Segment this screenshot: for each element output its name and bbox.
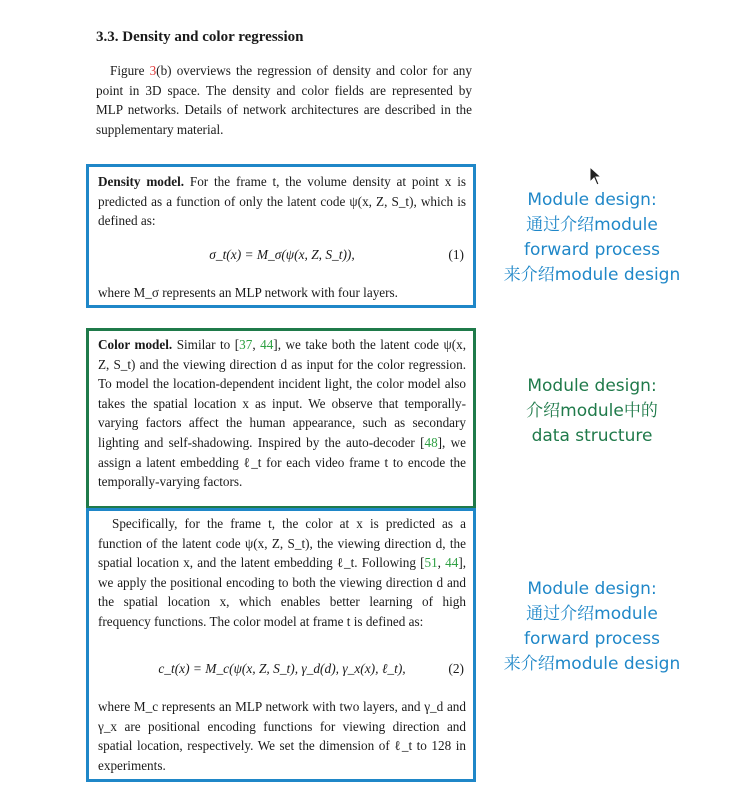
citation-44[interactable]: 44 <box>260 337 274 352</box>
color-text2: ], we take both the latent code ψ(x, Z, S_t) and the viewing direction d as input for the color regression. To model the location-dependent incident light, the color model also takes the spatial location x as input. We observe that temporally-varying factors affect the human appearance, such as secondary lighting and self-shadowing. Inspired by the auto-decoder [ <box>98 337 466 450</box>
annotation-1-line2: 通过介绍module <box>526 215 658 235</box>
color2-text1: Specifically, for the frame t, the color at x is predicted as a function of the latent code ψ(x, Z, S_t), the viewing direction d, the spatial location x, and the latent embedding ℓ_t. Following [ <box>98 516 466 571</box>
annotation-2-line1: Module design: <box>527 376 657 396</box>
annotation-3-line4: 来介绍module design <box>503 654 681 674</box>
figure-ref[interactable]: 3 <box>149 63 157 78</box>
color-forward-paragraph <box>98 514 466 632</box>
annotation-3 <box>492 577 692 677</box>
annotation-1-line4: 来介绍module design <box>503 265 681 285</box>
density-title: Density model. <box>98 174 185 189</box>
mouse-cursor-icon <box>589 166 603 186</box>
annotation-2 <box>492 374 692 449</box>
annotation-3-line2: 通过介绍module <box>526 604 658 624</box>
equation-2-formula: c_t(x) = M_c(ψ(x, Z, S_t), γ_d(d), γ_x(x), ℓ_t), <box>158 661 406 676</box>
citation-sep: , <box>252 337 261 352</box>
annotation-2-line2: 介绍module中的 <box>526 401 658 421</box>
equation-1-formula: σ_t(x) = M_σ(ψ(x, Z, S_t)), <box>209 247 355 262</box>
annotation-3-line3: forward process <box>524 629 660 649</box>
intro-paragraph <box>96 61 472 139</box>
density-after: where M_σ represents an MLP network with four layers. <box>98 285 398 300</box>
section-heading: 3.3. Density and color regression <box>96 29 304 45</box>
color-title: Color model. <box>98 337 173 352</box>
density-model-box <box>86 164 476 308</box>
citation-sep-2: , <box>437 555 446 571</box>
color-text3: ], we assign a latent embedding ℓ_t for each video frame t to encode the temporally-varying factors. <box>98 434 466 490</box>
equation-1-number: (1) <box>448 247 464 262</box>
annotation-1-line1: Module design: <box>527 190 657 210</box>
density-text: For the frame t, the volume density at point x is predicted as a function of only the latent code ψ(x, Z, S_t), which is defined as: <box>98 174 466 229</box>
annotation-3-line1: Module design: <box>527 579 657 599</box>
citation-44-b[interactable]: 44 <box>445 555 459 571</box>
intro-pre: Figure <box>110 63 150 78</box>
color-model-box <box>86 328 476 509</box>
color-paragraph <box>98 335 466 492</box>
citation-37[interactable]: 37 <box>239 337 253 352</box>
annotation-2-line3: data structure <box>531 426 653 446</box>
color2-text2: ], we apply the positional encoding to both the viewing direction d and the spatial location x, which enables better learning of high frequency functions. The color model at frame t is defined as: <box>98 555 467 629</box>
annotation-1-line3: forward process <box>524 240 660 260</box>
annotation-1 <box>492 188 692 288</box>
equation-2-number: (2) <box>448 661 464 676</box>
intro-post: (b) overviews the regression of density and color for any point in 3D space. The density and color fields are represented by MLP networks. Details of network architectures are described in the supplementary material. <box>96 63 472 137</box>
color-forward-box <box>86 508 476 782</box>
citation-51[interactable]: 51 <box>424 555 438 571</box>
citation-48[interactable]: 48 <box>424 434 438 450</box>
color-forward-after: where M_c represents an MLP network with two layers, and γ_d and γ_x are positional encoding functions for viewing direction and spatial location, respectively. We set the dimension of ℓ_t to 128 in experiments. <box>98 699 466 773</box>
density-paragraph <box>98 172 466 231</box>
color-text1: Similar to [ <box>176 337 240 352</box>
